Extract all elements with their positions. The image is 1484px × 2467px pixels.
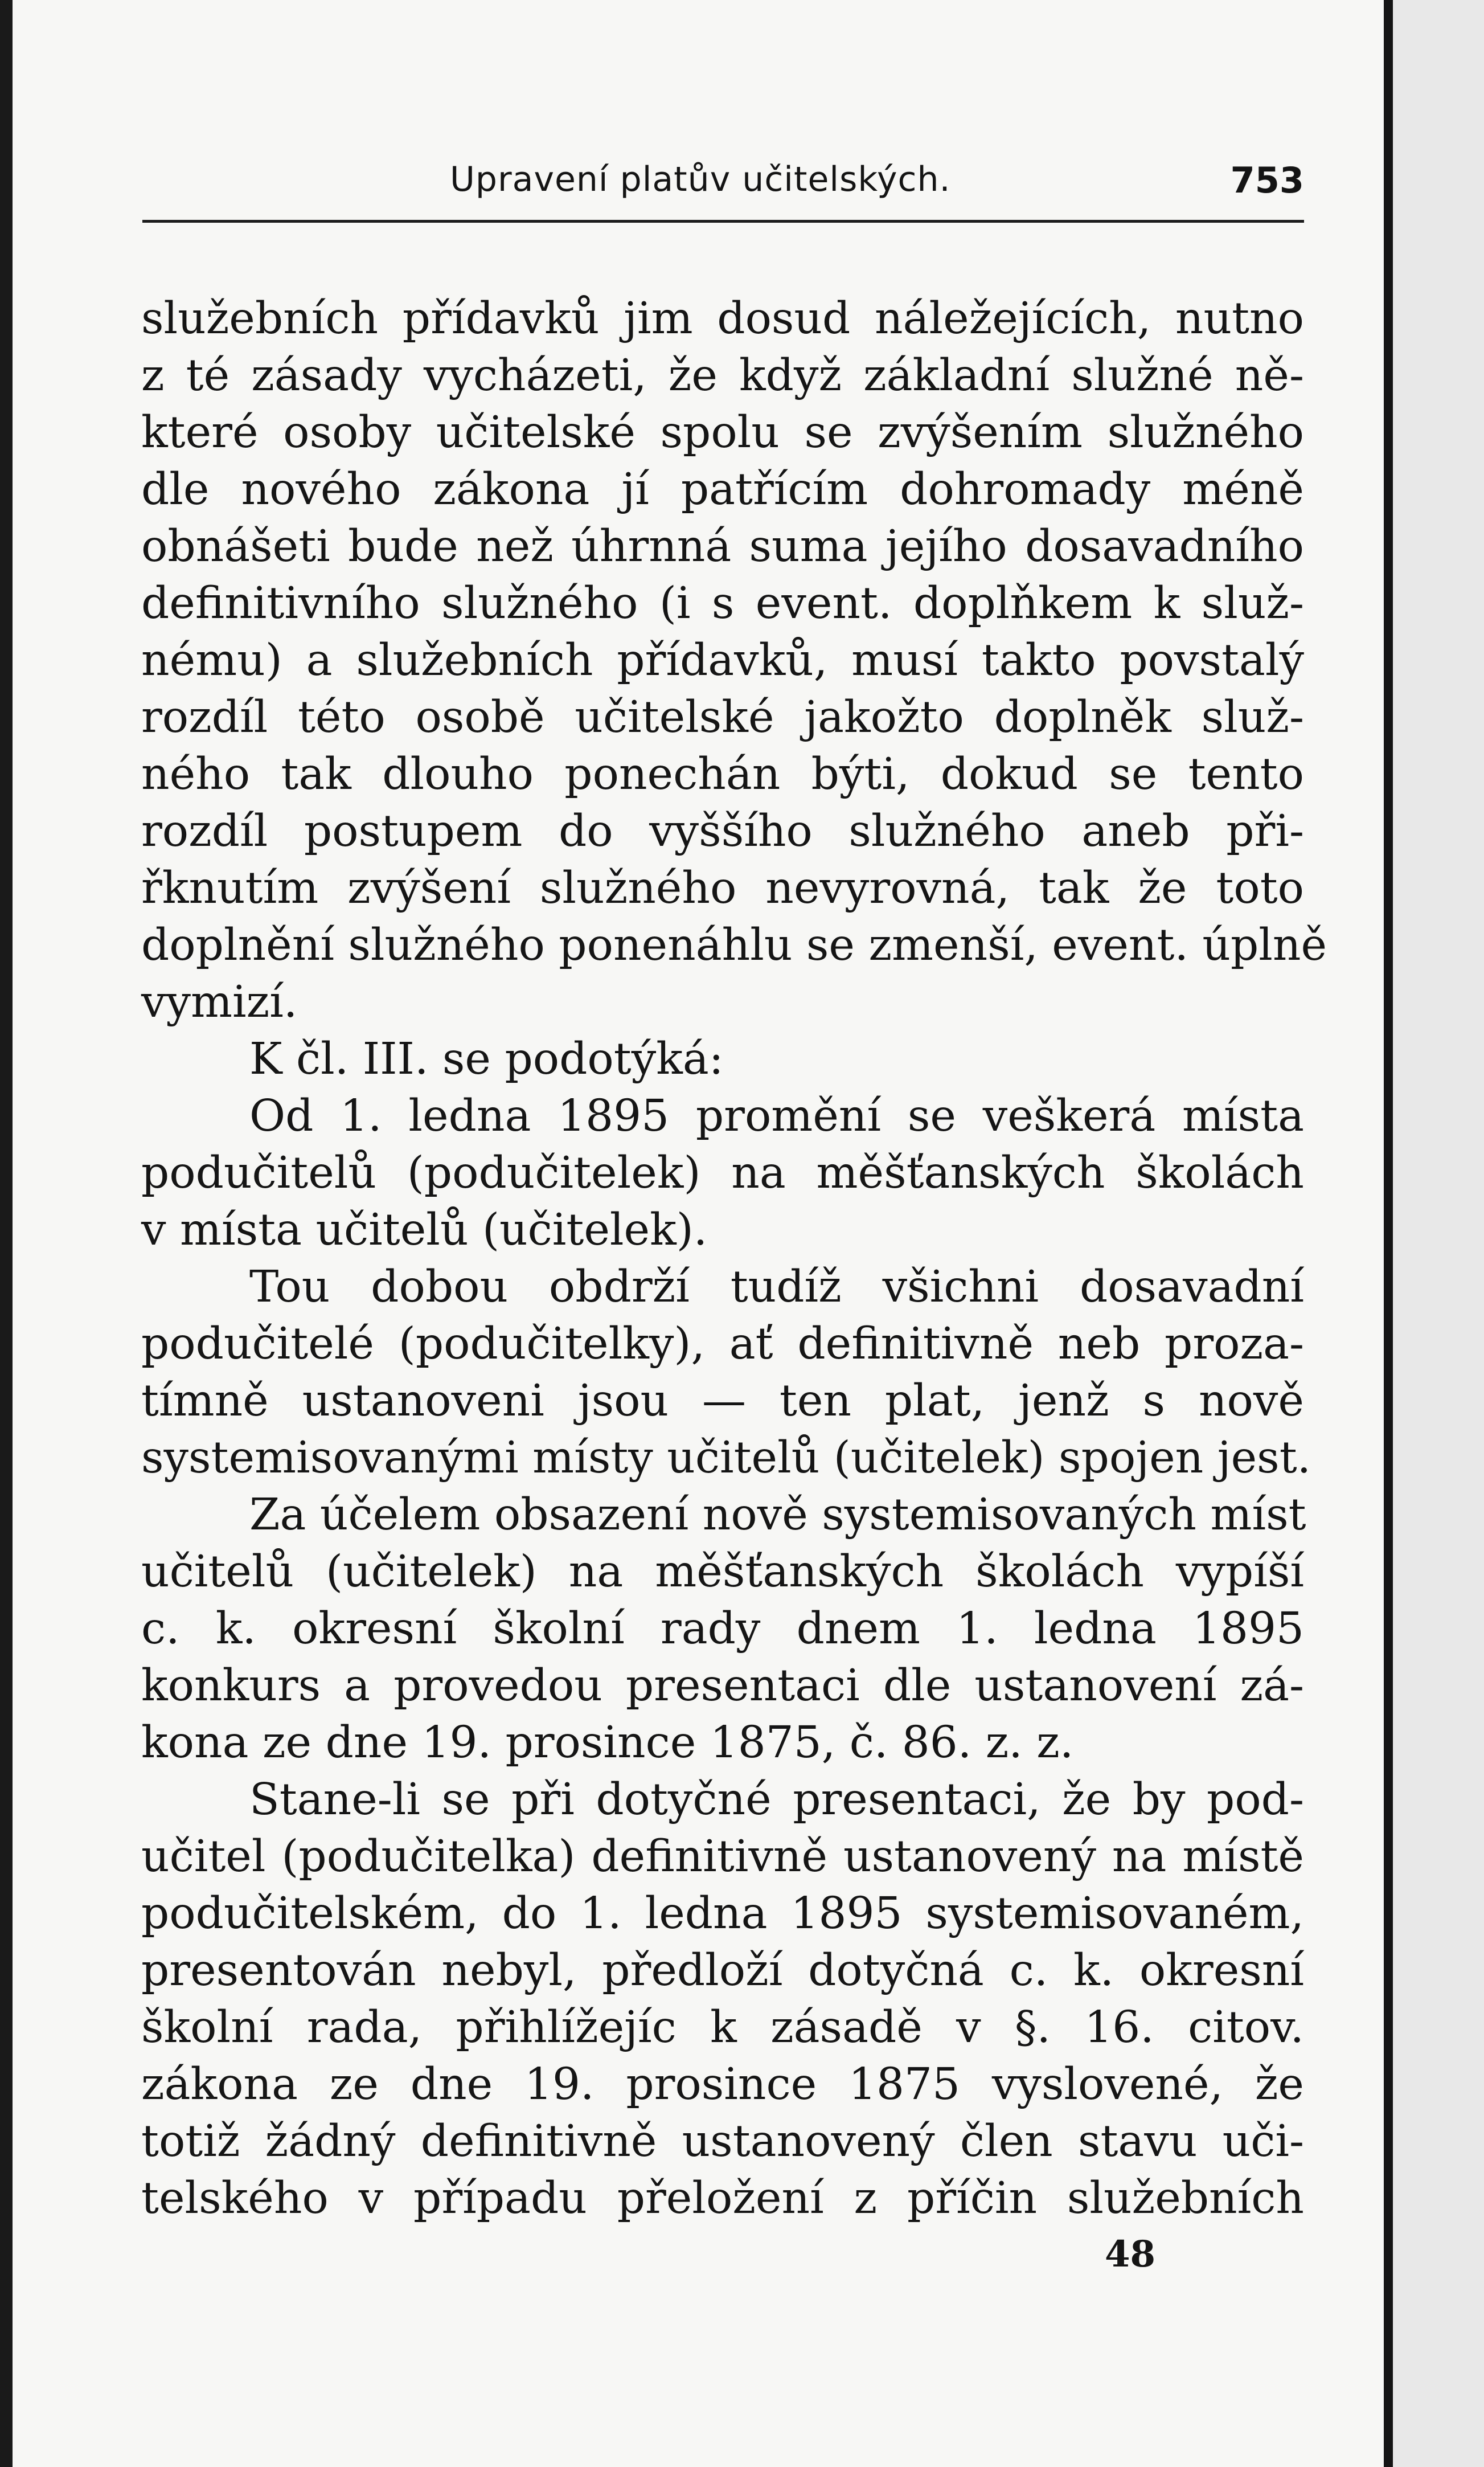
running-head: Upravení platův učitelských. <box>450 159 951 199</box>
text-line: telského v případu přeložení z příčin služebních <box>141 2173 1304 2224</box>
page-number: 753 <box>1230 159 1304 201</box>
scan-edge-left <box>0 0 13 2467</box>
text-line: dle nového zákona jí patřícím dohromady méně <box>141 464 1304 515</box>
text-line: učitel (podučitelka) definitivně ustanovený na místě <box>141 1831 1304 1882</box>
text-line: Od 1. ledna 1895 promění se veškerá místa <box>249 1091 1304 1142</box>
text-line: řknutím zvýšení služného nevyrovná, tak že toto <box>141 863 1304 914</box>
text-line: nému) a služebních přídavků, musí takto povstalý <box>141 635 1304 686</box>
signature-mark: 48 <box>1105 2233 1156 2276</box>
text-line: obnášeti bude než úhrnná suma jejího dosavadního <box>141 521 1304 572</box>
text-line: Tou dobou obdrží tudíž všichni dosavadní <box>249 1262 1304 1312</box>
text-line: definitivního služného (i s event. doplňkem k služ- <box>141 578 1304 629</box>
scan-edge-right <box>1384 0 1393 2467</box>
text-line: které osoby učitelské spolu se zvýšením služného <box>141 407 1304 458</box>
text-line: podučitelském, do 1. ledna 1895 systemisovaném, <box>141 1888 1304 1939</box>
text-line: rozdíl této osobě učitelské jakožto doplněk služ- <box>141 692 1304 743</box>
text-line: ného tak dlouho ponechán býti, dokud se tento <box>141 749 1304 800</box>
section-heading: K čl. III. se podotýká: <box>249 1034 724 1085</box>
text-line: podučitelé (podučitelky), ať definitivně neb proza- <box>141 1319 1304 1369</box>
text-line: Za účelem obsazení nově systemisovaných míst <box>249 1490 1306 1540</box>
text-line: c. k. okresní školní rady dnem 1. ledna 1895 <box>141 1603 1304 1654</box>
text-line: Stane-li se při dotyčné presentaci, že by pod- <box>249 1774 1304 1825</box>
text-line: rozdíl postupem do vyššího služného aneb při- <box>141 806 1304 857</box>
scan-gutter <box>1393 0 1484 2467</box>
header-rule <box>142 220 1304 223</box>
text-line: z té zásady vycházeti, že když základní služné ně- <box>141 350 1304 401</box>
text-line: totiž žádný definitivně ustanovený člen stavu uči- <box>141 2116 1304 2167</box>
text-line: doplnění služného ponenáhlu se zmenší, event. úplně <box>141 920 1327 971</box>
text-line: školní rada, přihlížejíc k zásadě v §. 16. citov. <box>141 2002 1304 2053</box>
text-line: presentován nebyl, předloží dotyčná c. k. okresní <box>141 1945 1304 1996</box>
text-line: kona ze dne 19. prosince 1875, č. 86. z. z. <box>141 1717 1074 1768</box>
text-line: zákona ze dne 19. prosince 1875 vyslovené, že <box>141 2059 1304 2110</box>
text-line: konkurs a provedou presentaci dle ustanovení zá- <box>141 1660 1304 1711</box>
text-line: vymizí. <box>141 977 298 1028</box>
text-line: učitelů (učitelek) na měšťanských školách vypíší <box>141 1547 1304 1597</box>
text-line: podučitelů (podučitelek) na měšťanských školách <box>141 1148 1304 1198</box>
text-line: tímně ustanoveni jsou — ten plat, jenž s nově <box>141 1376 1304 1426</box>
text-line: v místa učitelů (učitelek). <box>141 1205 708 1255</box>
text-line: systemisovanými místy učitelů (učitelek) spojen jest. <box>141 1433 1311 1483</box>
text-line: služebních přídavků jim dosud náležejících, nutno <box>141 293 1304 344</box>
page-header <box>142 159 1304 222</box>
body-text <box>141 291 1327 2227</box>
